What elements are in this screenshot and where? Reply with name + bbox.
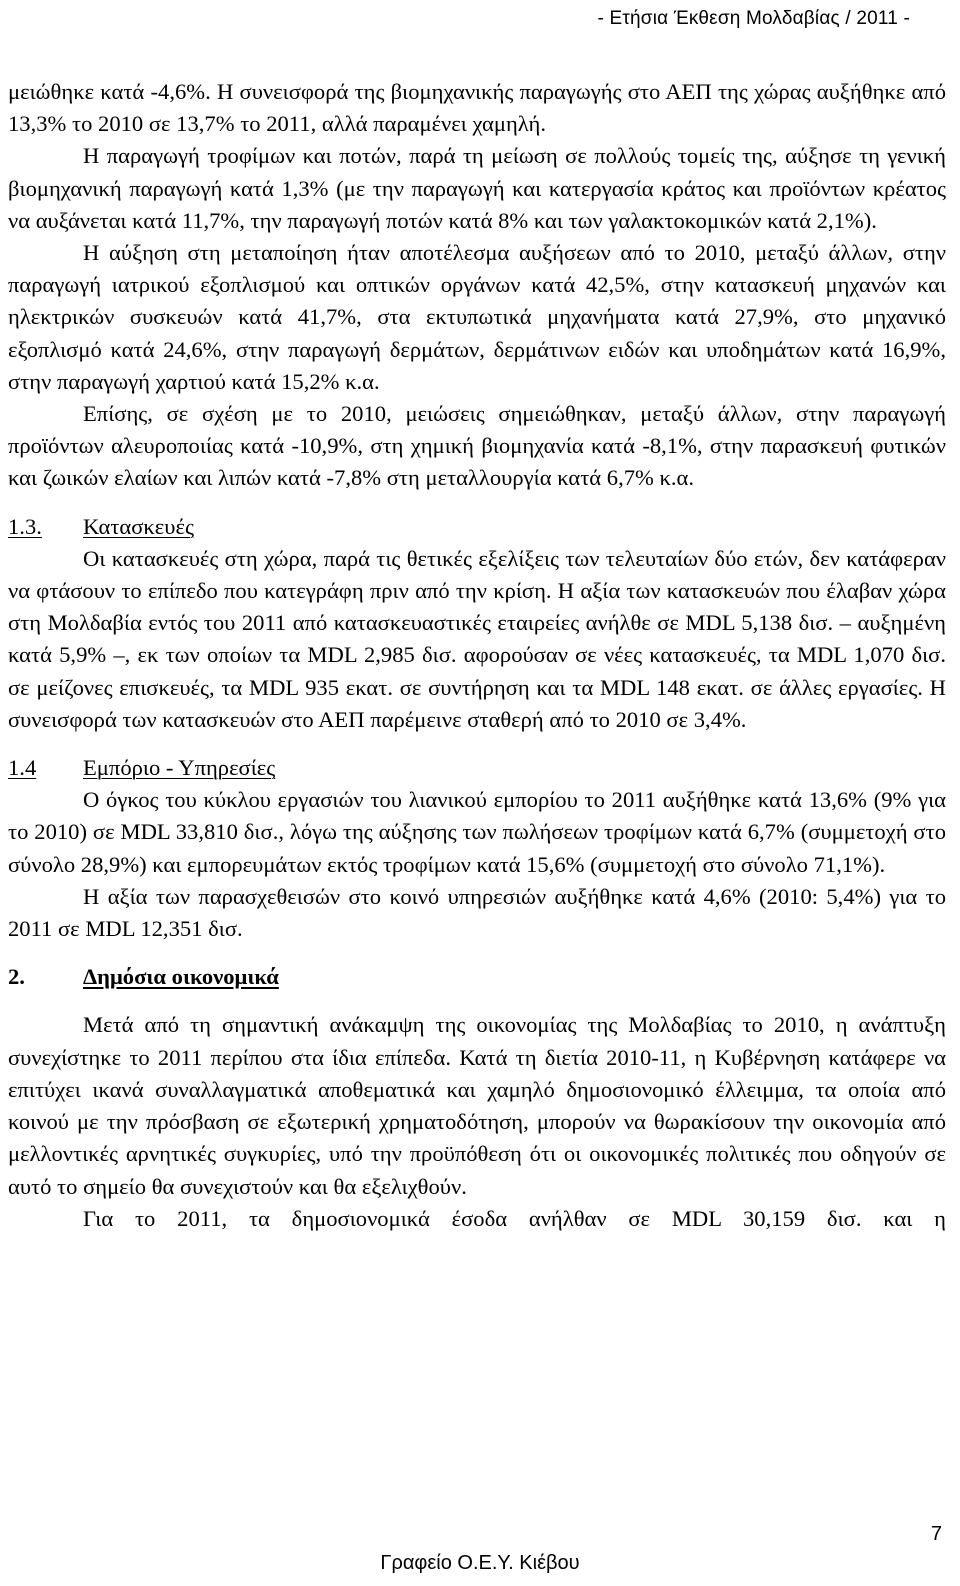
paragraph-manufacturing-declines: Επίσης, σε σχέση με το 2010, μειώσεις σημειώθηκαν, μεταξύ άλλων, στην παραγωγή προϊόντων αλευροποιίας κατά -10,9%, στη χημική βιομηχανία κατά -8,1%, στην παρασκευή φυτικών και ζωικών ελαίων και λιπών κατά -7,8% στη μεταλλουργία κατά 6,7% κ.α. xyxy=(8,401,946,491)
paragraph-construction: Οι κατασκευές στη χώρα, παρά τις θετικές εξελίξεις των τελευταίων δύο ετών, δεν κατάφεραν να φτάσουν το επίπεδο που κατεγράφη πριν από την κρίση. Η αξία των κατασκευών που έλαβαν χώρα στη Μολδαβία εντός του 2011 από κατασκευαστικές εταιρείες ανήλθε σε MDL 5,138 δισ. – αυξημένη κατά 5,9% –, εκ των οποίων τα MDL 2,985 δισ. αφορούσαν σε νέες κατασκευές, τα MDL 1,070 δισ. σε μείζονες επισκευές, τα MDL 935 εκατ. σε συντήρηση και τα MDL 148 εκατ. σε άλλες εργασίες. Η συνεισφορά των κατασκευών στο ΑΕΠ παρέμεινε σταθερή από το 2010 σε 3,4%. xyxy=(8,545,946,732)
page-footer: Γραφείο Ο.Ε.Υ. Κιέβου xyxy=(380,1552,580,1574)
section-number: 1.3. xyxy=(8,513,42,539)
paragraph-industry-contribution: μειώθηκε κατά -4,6%. Η συνεισφορά της βιομηχανικής παραγωγής στο ΑΕΠ της χώρας αυξήθηκε από 13,3% το 2010 σε 13,7% το 2011, αλλά παραμένει χαμηλή. xyxy=(8,79,946,137)
paragraph-retail-trade: Ο όγκος του κύκλου εργασιών του λιανικού εμπορίου το 2011 αυξήθηκε κατά 13,6% (9% για το 2010) σε MDL 33,810 δισ., λόγω της αύξησης των πωλήσεων τροφίμων κατά 6,7% (συμμετοχή στο σύνολο 28,9%) και εμπορευμάτων εκτός τροφίμων κατά 15,6% (συμμετοχή στο σύνολο 71,1%). xyxy=(8,787,946,877)
paragraph-manufacturing-growth: Η αύξηση στη μεταποίηση ήταν αποτέλεσμα αυξήσεων από το 2010, μεταξύ άλλων, στην παραγωγή ιατρικού εξοπλισμού και οπτικών οργάνων κατά 42,5%, στην κατασκευή μηχανών και ηλεκτρικών συσκευών κατά 41,7%, στα εκτυπωτικά μηχανήματα κατά 27,9%, στο μηχανικό εξοπλισμό κατά 24,6%, στην παραγωγή δερμάτων, δερμάτινων ειδών και υποδημάτων κατά 16,9%, στην παραγωγή χαρτιού κατά 15,2% κ.α. xyxy=(8,240,946,394)
page-number: 7 xyxy=(930,1523,942,1545)
paragraph-services: Η αξία των παρασχεθεισών στο κοινό υπηρεσιών αυξήθηκε κατά 4,6% (2010: 5,4%) για το 2011 σε MDL 12,351 δισ. xyxy=(8,883,946,942)
section-title: Εμπόριο - Υπηρεσίες xyxy=(83,755,276,781)
section-heading-construction xyxy=(8,511,946,543)
spacer xyxy=(8,736,946,752)
paragraph-food-production: Η παραγωγή τροφίμων και ποτών, παρά τη μείωση σε πολλούς τομείς της, αύξησε τη γενική βιομηχανική παραγωγή κατά 1,3% (με την παραγωγή και κατεργασία κράτος και προϊόντων κρέατος να αυξάνεται κατά 11,7%, την παραγωγή ποτών κατά 8% και των γαλακτοκομικών κατά 2,1%). xyxy=(8,143,946,233)
section-title: Κατασκευές xyxy=(83,513,194,539)
paragraph-revenues: Για το 2011, τα δημοσιονομικά έσοδα ανήλθαν σε MDL 30,159 δισ. και η xyxy=(83,1205,946,1231)
spacer xyxy=(8,993,946,1009)
section-number: 2. xyxy=(8,964,25,990)
document-body xyxy=(8,76,946,1235)
section-title: Δημόσια οικονομικά xyxy=(83,964,279,990)
section-heading-public-finance xyxy=(8,961,946,993)
section-number: 1.4 xyxy=(8,755,37,781)
spacer xyxy=(8,945,946,961)
section-heading-trade-services xyxy=(8,752,946,784)
spacer xyxy=(8,495,946,511)
paragraph-public-finance: Μετά από τη σημαντική ανάκαμψη της οικονομίας της Μολδαβίας το 2010, η ανάπτυξη συνεχίστηκε το 2011 περίπου στα ίδια επίπεδα. Κατά τη διετία 2010-11, η Κυβέρνηση κατάφερε να επιτύχει ικανά συναλλαγματικά αποθεματικά και χαμηλό δημοσιονομικό έλλειμμα, τα οποία από κοινού με την πρόσβαση σε εξωτερική χρηματοδότηση, μπορούν να θωρακίσουν την οικονομία από μελλοντικές αρνητικές συγκυρίες, υπό την προϋπόθεση ότι οι οικονομικές πολιτικές που οδηγούν σε αυτό το σημείο θα συνεχιστούν και θα εξελιχθούν. xyxy=(8,1012,946,1199)
running-header: - Ετήσια Έκθεση Μολδαβίας / 2011 - xyxy=(597,8,910,29)
